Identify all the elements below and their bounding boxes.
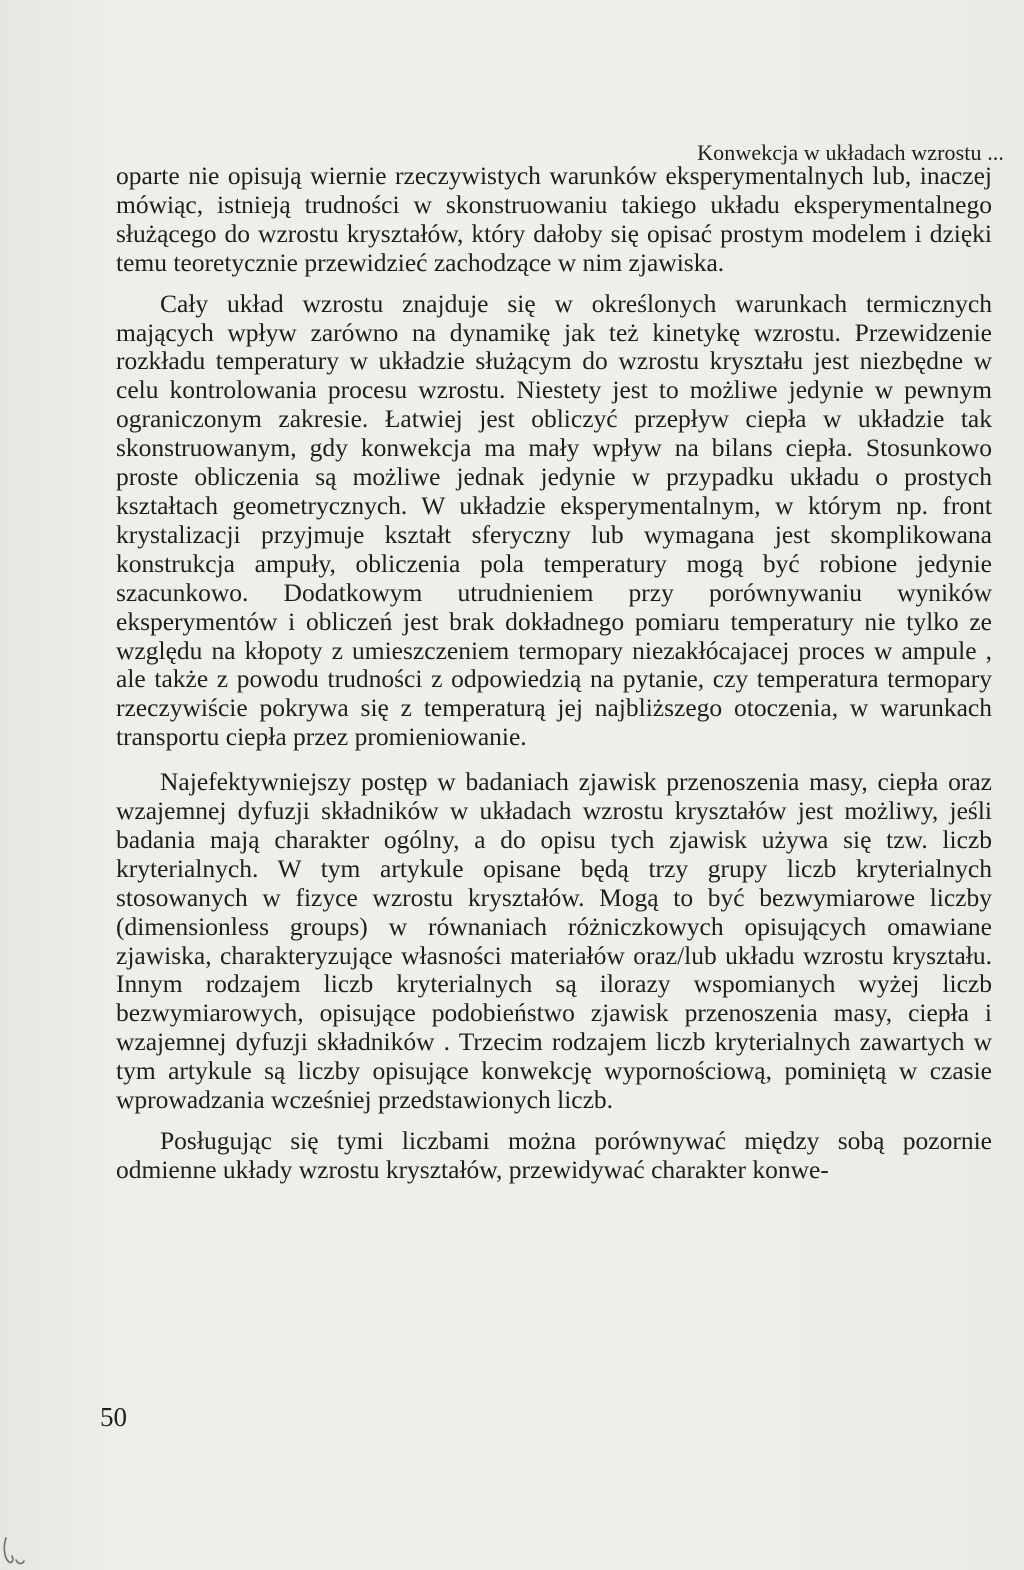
body-text	[116, 162, 992, 1185]
paragraph-4: Posługując się tymi liczbami można porównywać między sobą pozornie odmienne układy wzrostu kryształów, przewidywać charakter konwe-	[116, 1126, 992, 1184]
paragraph-2: Cały układ wzrostu znajduje się w określonych warunkach termicznych mających wpływ zarówno na dynamikę jak też kinetykę wzrostu. Przewidzenie rozkładu temperatury w układzie służącym do wzrostu kryształu jest niezbędne w celu kontrolowania procesu wzrostu. Niestety jest to możliwe jedynie w pewnym ograniczonym zakresie. Łatwiej jest obliczyć przepływ ciepła w układzie tak skonstruowanym, gdy konwekcja ma mały wpływ na bilans ciepła. Stosunkowo proste obliczenia są możliwe jednak jedynie w przypadku układu o prostych kształtach geometrycznych. W układzie eksperymentalnym, w którym np. front krystalizacji przyjmuje kształt sferyczny lub wymagana jest skomplikowana konstrukcja ampuły, obliczenia pola temperatury mogą być robione jedynie szacunkowo. Dodatkowym utrudnieniem przy porównywaniu wyników eksperymentów i obliczeń jest brak dokładnego pomiaru temperatury nie tylko ze względu na kłopoty z umieszczeniem termopary niezakłócajacej proces w ampule , ale także z powodu trudności z odpowiedzią na pytanie, czy temperatura termopary rzeczywiście pokrywa się z temperaturą jej najbliższego otoczenia, w warunkach transportu ciepła przez promieniowanie.	[116, 288, 992, 752]
handwritten-pencil-mark-icon	[0, 1530, 30, 1570]
page-number: 50	[100, 1402, 127, 1432]
running-header: Konwekcja w układach wzrostu ...	[697, 140, 1004, 165]
paragraph-3: Najefektywniejszy postęp w badaniach zjawisk przenoszenia masy, ciepła oraz wzajemnej dyfuzji składników w układach wzrostu kryształów jest możliwy, jeśli badania mają charakter ogólny, a do opisu tych zjawisk używa się tzw. liczb kryterialnych. W tym artykule opisane będą trzy grupy liczb kryterialnych stosowanych w fizyce wzrostu kryształów. Mogą to być bezwymiarowe liczby (dimensionless groups) w równaniach różniczkowych opisujących omawiane zjawiska, charakteryzujące własności materiałów oraz/lub układu wzrostu kryształu. Innym rodzajem liczb kryterialnych są ilorazy wspomianych wyżej liczb bezwymiarowych, opisujące podobieństwo zjawisk przenoszenia masy, ciepła i wzajemnej dyfuzji składników . Trzecim rodzajem liczb kryterialnych zawartych w tym artykule są liczby opisujące konwekcję wypornościową, pominiętą w czasie wprowadzania wcześniej przedstawionych liczb.	[116, 767, 992, 1115]
paragraph-1: oparte nie opisują wiernie rzeczywistych warunków eksperymentalnych lub, inaczej mówiąc, istnieją trudności w skonstruowaniu takiego układu eksperymentalnego służącego do wzrostu kryształów, który dałoby się opisać prostym modelem i dzięki temu teoretycznie przewidzieć zachodzące w nim zjawiska.	[116, 161, 992, 277]
